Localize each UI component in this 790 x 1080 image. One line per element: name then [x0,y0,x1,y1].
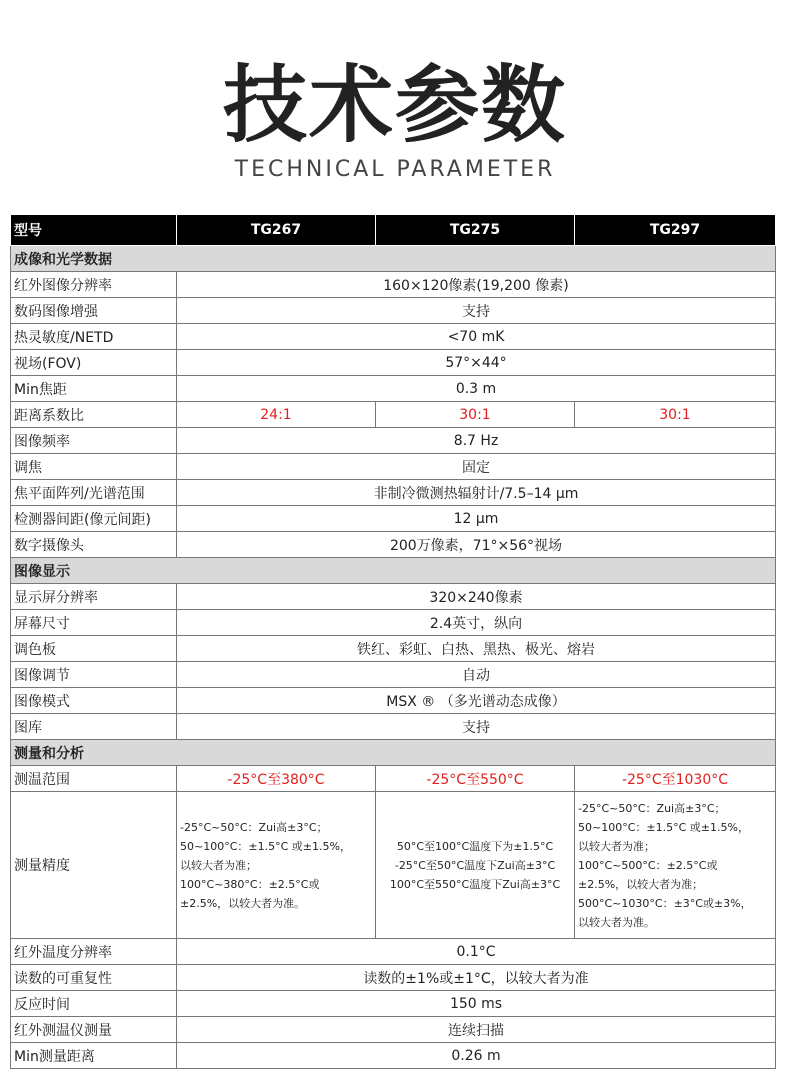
accuracy-line: 500°C~1030°C：±3°C或±3%， [578,896,752,910]
table-row [11,376,776,402]
row-label: 数码图像增强 [11,298,177,324]
section-title: 成像和光学数据 [11,246,776,272]
section-title: 图像显示 [11,558,776,584]
accuracy-line: 100°C~380°C：±2.5°C或 [180,877,320,891]
row-value: 12 μm [177,506,776,532]
row-label: 数字摄像头 [11,532,177,558]
accuracy-line: 以较大者为准。 [578,915,655,929]
row-value: 自动 [177,662,776,688]
accuracy-line: 50~100°C：±1.5°C 或±1.5%， [180,839,351,853]
accuracy-line: -25°C~50°C：Zui高±3°C； [180,820,328,834]
row-label: 读数的可重复性 [11,965,177,991]
row-value: 160×120像素(19,200 像素) [177,272,776,298]
accuracy-tg275 [376,792,575,939]
row-value-tg275: 30:1 [376,402,575,428]
row-label: 屏幕尺寸 [11,610,177,636]
table-row [11,506,776,532]
row-label: 焦平面阵列/光谱范围 [11,480,177,506]
row-label: 显示屏分辨率 [11,584,177,610]
table-row [11,272,776,298]
row-value: 支持 [177,714,776,740]
table-row [11,662,776,688]
row-value: 读数的±1%或±1°C，以较大者为准 [177,965,776,991]
row-label: 图像调节 [11,662,177,688]
accuracy-line: -25°C至50°C温度下Zui高±3°C [394,858,556,872]
section-imaging [11,246,776,272]
table-row [11,766,776,792]
accuracy-line: 以较大者为准； [180,858,257,872]
table-row [11,991,776,1017]
header-model-tg267: TG267 [177,215,376,246]
table-row [11,350,776,376]
header-model-label: 型号 [11,215,177,246]
row-value-tg297: -25°C至1030°C [575,766,776,792]
header-model-tg297: TG297 [575,215,776,246]
table-row [11,584,776,610]
table-row [11,688,776,714]
row-label: Min测量距离 [11,1043,177,1069]
spec-table [10,214,776,1069]
accuracy-line: ±2.5%，以较大者为准。 [180,896,306,910]
table-row [11,428,776,454]
row-value: 8.7 Hz [177,428,776,454]
row-value: 支持 [177,298,776,324]
row-label: 测温范围 [11,766,177,792]
accuracy-tg297 [575,792,776,939]
row-value: <70 mK [177,324,776,350]
row-value-tg267: 24:1 [177,402,376,428]
section-measure [11,740,776,766]
table-row [11,454,776,480]
row-label: Min焦距 [11,376,177,402]
row-value-tg267: -25°C至380°C [177,766,376,792]
row-label: 图像频率 [11,428,177,454]
table-row [11,298,776,324]
row-label: 图库 [11,714,177,740]
table-header-row [11,215,776,246]
row-label: 检测器间距(像元间距) [11,506,177,532]
row-label: 反应时间 [11,991,177,1017]
table-row [11,480,776,506]
table-row [11,324,776,350]
row-value: 200万像素，71°×56°视场 [177,532,776,558]
row-value: 0.26 m [177,1043,776,1069]
section-display [11,558,776,584]
row-value: 固定 [177,454,776,480]
row-label: 红外图像分辨率 [11,272,177,298]
table-row [11,610,776,636]
row-label: 测量精度 [11,792,177,939]
row-label: 视场(FOV) [11,350,177,376]
row-value: 0.3 m [177,376,776,402]
row-label: 热灵敏度/NETD [11,324,177,350]
table-row [11,714,776,740]
accuracy-line: ±2.5%，以较大者为准； [578,877,704,891]
row-label: 距离系数比 [11,402,177,428]
accuracy-tg267 [177,792,376,939]
page-title: 技术参数 [222,56,567,154]
table-row [11,636,776,662]
row-label: 图像模式 [11,688,177,714]
row-value: 非制冷微测热辐射计/7.5–14 μm [177,480,776,506]
row-value-tg297: 30:1 [575,402,776,428]
table-row [11,792,776,939]
table-row [11,402,776,428]
row-value: 0.1°C [177,939,776,965]
header-model-tg275: TG275 [376,215,575,246]
row-label: 红外温度分辨率 [11,939,177,965]
table-row [11,1043,776,1069]
table-row [11,532,776,558]
row-value-tg275: -25°C至550°C [376,766,575,792]
table-row [11,965,776,991]
accuracy-line: -25°C~50°C：Zui高±3°C； [578,801,726,815]
row-value: 150 ms [177,991,776,1017]
row-label: 红外测温仪测量 [11,1017,177,1043]
section-title: 测量和分析 [11,740,776,766]
row-value: 320×240像素 [177,584,776,610]
row-value: 2.4英寸，纵向 [177,610,776,636]
row-label: 调色板 [11,636,177,662]
row-label: 调焦 [11,454,177,480]
table-row [11,939,776,965]
table-row [11,1017,776,1043]
accuracy-line: 100°C~500°C：±2.5°C或 [578,858,718,872]
row-value: 铁红、彩虹、白热、黑热、极光、熔岩 [177,636,776,662]
row-value: 连续扫描 [177,1017,776,1043]
row-value: 57°×44° [177,350,776,376]
accuracy-line: 50°C至100°C温度下为±1.5°C [396,839,554,853]
accuracy-line: 50~100°C：±1.5°C 或±1.5%， [578,820,749,834]
row-value: MSX ® （多光谱动态成像） [177,688,776,714]
accuracy-line: 100°C至550°C温度下Zui高±3°C [389,877,561,891]
page-subtitle: TECHNICAL PARAMETER [234,157,556,182]
accuracy-line: 以较大者为准； [578,839,655,853]
